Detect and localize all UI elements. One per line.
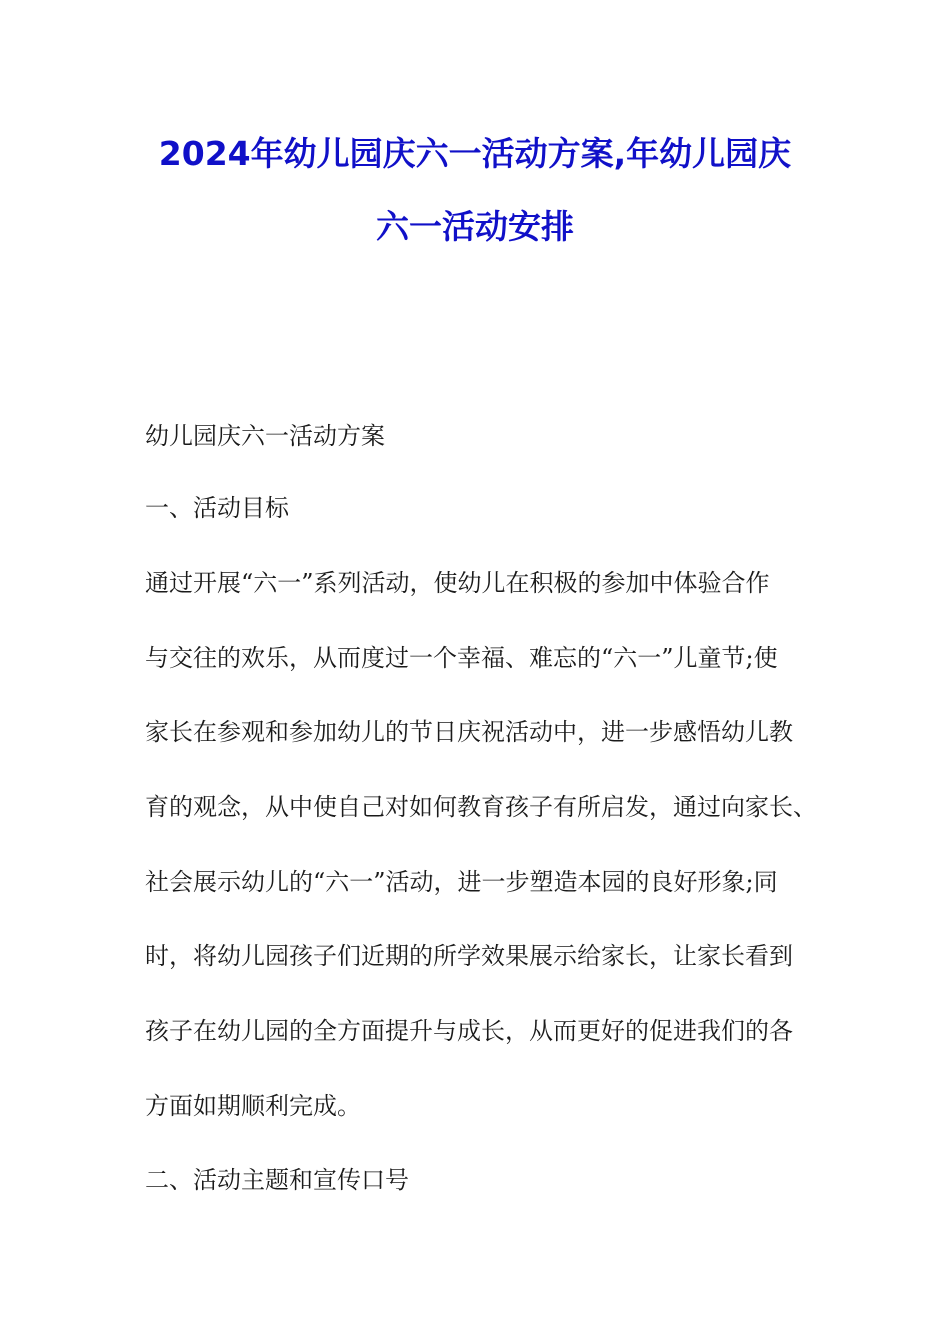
- paragraph-line: 时，将幼儿园孩子们近期的所学效果展示给家长，让家长看到: [145, 942, 793, 970]
- paragraph-line: 方面如期顺利完成。: [145, 1092, 361, 1120]
- paragraph-line: 社会展示幼儿的“六一”活动，进一步塑造本园的良好形象;同: [145, 868, 778, 896]
- document-title-line-2: 六一活动安排: [376, 207, 574, 246]
- section-title: 幼儿园庆六一活动方案: [145, 422, 385, 450]
- heading-theme-and-slogan: 二、活动主题和宣传口号: [145, 1166, 409, 1194]
- document-title-line-1: 2024年幼儿园庆六一活动方案,年幼儿园庆: [158, 134, 792, 173]
- paragraph-line: 通过开展“六一”系列活动，使幼儿在积极的参加中体验合作: [145, 569, 770, 597]
- paragraph-line: 家长在参观和参加幼儿的节日庆祝活动中，进一步感悟幼儿教: [145, 718, 793, 746]
- heading-activity-goals: 一、活动目标: [145, 494, 289, 522]
- paragraph-line: 与交往的欢乐，从而度过一个幸福、难忘的“六一”儿童节;使: [145, 644, 778, 672]
- paragraph-line: 孩子在幼儿园的全方面提升与成长，从而更好的促进我们的各: [145, 1017, 793, 1045]
- paragraph-line: 育的观念，从中使自己对如何教育孩子有所启发，通过向家长、: [145, 793, 817, 821]
